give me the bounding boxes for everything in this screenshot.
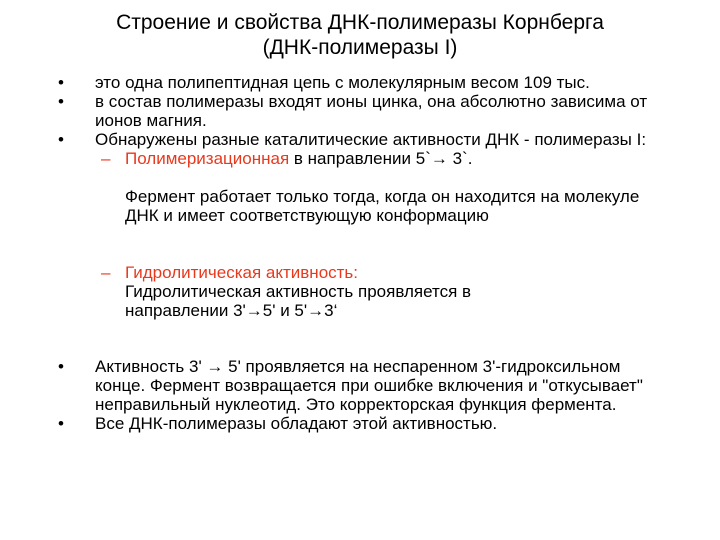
sub-bullet-highlight: Гидролитическая активность: [125, 263, 359, 282]
bullet-marker: • [58, 92, 64, 111]
title-line-2: (ДНК-полимеразы I) [262, 36, 458, 59]
bullet-text: в состав полимеразы входят ионы цинка, она абсолютно зависима от ионов магния. [95, 92, 648, 130]
title-line-1: Строение и свойства ДНК-полимеразы Корнберга [116, 11, 604, 34]
note-paragraph [58, 187, 665, 225]
sub-bullet-item [58, 149, 665, 168]
bullet-text: Активность 3' → 5' проявляется на неспаренном 3'-гидроксильном конце. Фермент возвращается при ошибке включения и "откусывает" неправильный нуклеотид. Это корректорская функция фермента. [95, 357, 643, 414]
bullet-item [58, 92, 660, 130]
bullet-marker: • [58, 414, 64, 433]
sub-bullet-text: в направлении 5`→ 3`. [289, 149, 473, 168]
bullet-item [58, 130, 660, 149]
dash-marker: – [101, 149, 111, 168]
note-text: Фермент работает только тогда, когда он находится на молекуле ДНК и имеет соответствующую конформацию [125, 187, 640, 225]
page-title [40, 10, 680, 60]
sub-bullet-item [58, 263, 545, 320]
bullet-item [58, 357, 650, 414]
sub-bullet-highlight: Полимеризационная [125, 149, 290, 168]
bullet-marker: • [58, 130, 64, 149]
bullet-text: это одна полипептидная цепь с молекулярным весом 109 тыс. [95, 73, 590, 92]
bullet-item [58, 414, 660, 433]
bullet-text: Обнаружены разные каталитические активности ДНК - полимеразы I: [95, 130, 647, 149]
bullet-text: Все ДНК-полимеразы обладают этой активностью. [95, 414, 498, 433]
bullet-item [58, 73, 660, 92]
bullet-marker: • [58, 73, 64, 92]
slide-body [58, 73, 698, 433]
dash-marker: – [101, 263, 111, 282]
sub-bullet-text: Гидролитическая активность проявляется в направлении 3'→5' и 5'→3‘ [125, 282, 472, 320]
bullet-marker: • [58, 357, 64, 376]
